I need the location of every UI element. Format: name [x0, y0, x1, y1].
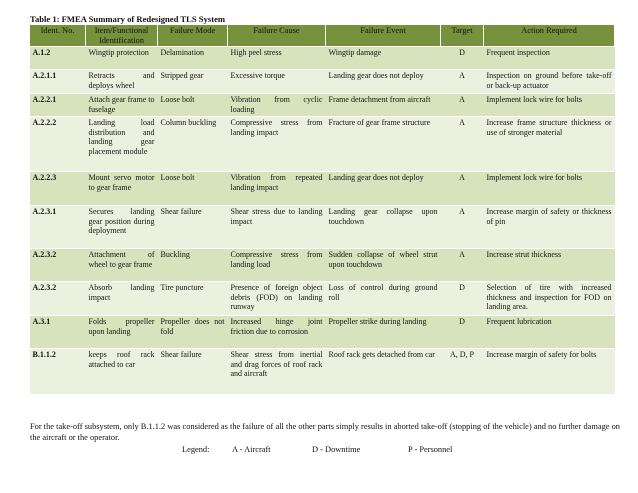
cell-failure-event: Frame detachment from aircraft [326, 94, 441, 117]
header-failure-mode: Failure Mode [158, 25, 228, 47]
cell-failure-cause: Excessive torque [228, 70, 326, 94]
cell-failure-event: Roof rack gets detached from car [326, 349, 441, 395]
header-action-required: Action Required [484, 25, 615, 47]
cell-failure-event: Fracture of gear frame structure [326, 117, 441, 172]
cell-item: Attach gear frame to fuselage [86, 94, 158, 117]
cell-failure-mode: Loose bolt [158, 172, 228, 206]
cell-failure-event: Landing gear collapse upon touchdown [326, 206, 441, 249]
header-ident-no: Ident. No. [30, 25, 86, 47]
table-row [30, 70, 615, 94]
table-row [30, 282, 615, 316]
cell-failure-cause: Vibration from cyclic loading [228, 94, 326, 117]
cell-ident-no: B.1.1.2 [30, 349, 86, 395]
cell-ident-no: A.2.2.3 [30, 172, 86, 206]
cell-ident-no: A.2.3.2 [30, 249, 86, 282]
cell-target: D [441, 282, 484, 316]
cell-target: A [441, 70, 484, 94]
legend-label: Legend: [182, 445, 210, 454]
cell-item: Attachment of wheel to gear frame [86, 249, 158, 282]
table-row [30, 47, 615, 70]
cell-failure-cause: Vibration from repeated landing impact [228, 172, 326, 206]
cell-action-required: Implement lock wire for bolts [484, 94, 615, 117]
cell-failure-cause: Compressive stress from landing load [228, 249, 326, 282]
cell-action-required: Inspection on ground before take-off or back-up actuator [484, 70, 615, 94]
cell-action-required: Increase margin of safety for bolts [484, 349, 615, 395]
cell-target: A, D, P [441, 349, 484, 395]
cell-target: A [441, 172, 484, 206]
cell-failure-cause: Shear stress from inertial and drag forces of roof rack and aircraft [228, 349, 326, 395]
cell-action-required: Selection of tire with increased thickness and inspection for FOD on landing area. [484, 282, 615, 316]
cell-ident-no: A.2.3.2 [30, 282, 86, 316]
table-row [30, 172, 615, 206]
cell-failure-mode: Shear failure [158, 349, 228, 395]
cell-failure-cause: High peel stress [228, 47, 326, 70]
cell-item: Secures landing gear position during deployment [86, 206, 158, 249]
legend-aircraft: A - Aircraft [232, 445, 271, 454]
cell-failure-mode: Stripped gear [158, 70, 228, 94]
cell-item: Retracts and deploys wheel [86, 70, 158, 94]
cell-action-required: Increase frame structure thickness or use of stronger material [484, 117, 615, 172]
cell-failure-mode: Tire puncture [158, 282, 228, 316]
cell-failure-mode: Loose bolt [158, 94, 228, 117]
cell-failure-cause: Compressive stress from landing impact [228, 117, 326, 172]
table-caption: Table 1: FMEA Summary of Redesigned TLS System [30, 14, 226, 24]
cell-ident-no: A.2.1.1 [30, 70, 86, 94]
table-row [30, 117, 615, 172]
table-row [30, 349, 615, 395]
cell-action-required: Implement lock wire for bolts [484, 172, 615, 206]
cell-ident-no: A.2.2.2 [30, 117, 86, 172]
table-header-row [30, 25, 615, 47]
cell-failure-cause: Shear stress due to landing impact [228, 206, 326, 249]
header-item-functional-identification: Item/Functional Identification [86, 25, 158, 47]
fmea-table [29, 24, 615, 395]
cell-item: Absorb landing impact [86, 282, 158, 316]
cell-item: Wingtip protection [86, 47, 158, 70]
cell-ident-no: A.2.3.1 [30, 206, 86, 249]
header-target: Target [441, 25, 484, 47]
cell-failure-mode: Delamination [158, 47, 228, 70]
cell-action-required: Increase margin of safety or thickness of pin [484, 206, 615, 249]
cell-target: D [441, 47, 484, 70]
cell-failure-mode: Column buckling [158, 117, 228, 172]
cell-failure-mode: Buckling [158, 249, 228, 282]
header-failure-cause: Failure Cause [228, 25, 326, 47]
cell-failure-event: Loss of control during ground roll [326, 282, 441, 316]
cell-ident-no: A.3.1 [30, 316, 86, 349]
footnote-paragraph: For the take-off subsystem, only B.1.1.2 was considered as the failure of all the other parts simply results in aborted take-off (stopping of the vehicle) and no further damage on the aircraft or the operator. [30, 422, 620, 442]
cell-target: A [441, 117, 484, 172]
cell-item: Folds propeller upon landing [86, 316, 158, 349]
cell-failure-mode: Propeller does not fold [158, 316, 228, 349]
cell-ident-no: A.2.2.1 [30, 94, 86, 117]
table-row [30, 249, 615, 282]
cell-action-required: Frequent inspection [484, 47, 615, 70]
cell-target: A [441, 206, 484, 249]
cell-failure-cause: Presence of foreign object debris (FOD) on landing runway [228, 282, 326, 316]
cell-failure-event: Wingtip damage [326, 47, 441, 70]
legend-personnel: P - Personnel [408, 445, 453, 454]
cell-target: A [441, 94, 484, 117]
table-row [30, 94, 615, 117]
cell-item: Mount servo motor to gear frame [86, 172, 158, 206]
cell-action-required: Increase strut thickness [484, 249, 615, 282]
table-row [30, 206, 615, 249]
cell-ident-no: A.1.2 [30, 47, 86, 70]
cell-item: keeps roof rack attached to car [86, 349, 158, 395]
table-row [30, 316, 615, 349]
header-failure-event: Failure Event [326, 25, 441, 47]
cell-failure-event: Sudden collapse of wheel strut upon touchdown [326, 249, 441, 282]
cell-failure-event: Landing gear does not deploy [326, 70, 441, 94]
cell-target: D [441, 316, 484, 349]
cell-action-required: Frequent lubrication [484, 316, 615, 349]
cell-failure-mode: Shear failure [158, 206, 228, 249]
cell-target: A [441, 249, 484, 282]
cell-failure-event: Propeller strike during landing [326, 316, 441, 349]
cell-item: Landing load distribution and landing gear placement module [86, 117, 158, 172]
cell-failure-event: Landing gear does not deploy [326, 172, 441, 206]
cell-failure-cause: Increased hinge joint friction due to corrosion [228, 316, 326, 349]
legend-downtime: D - Downtime [312, 445, 361, 454]
